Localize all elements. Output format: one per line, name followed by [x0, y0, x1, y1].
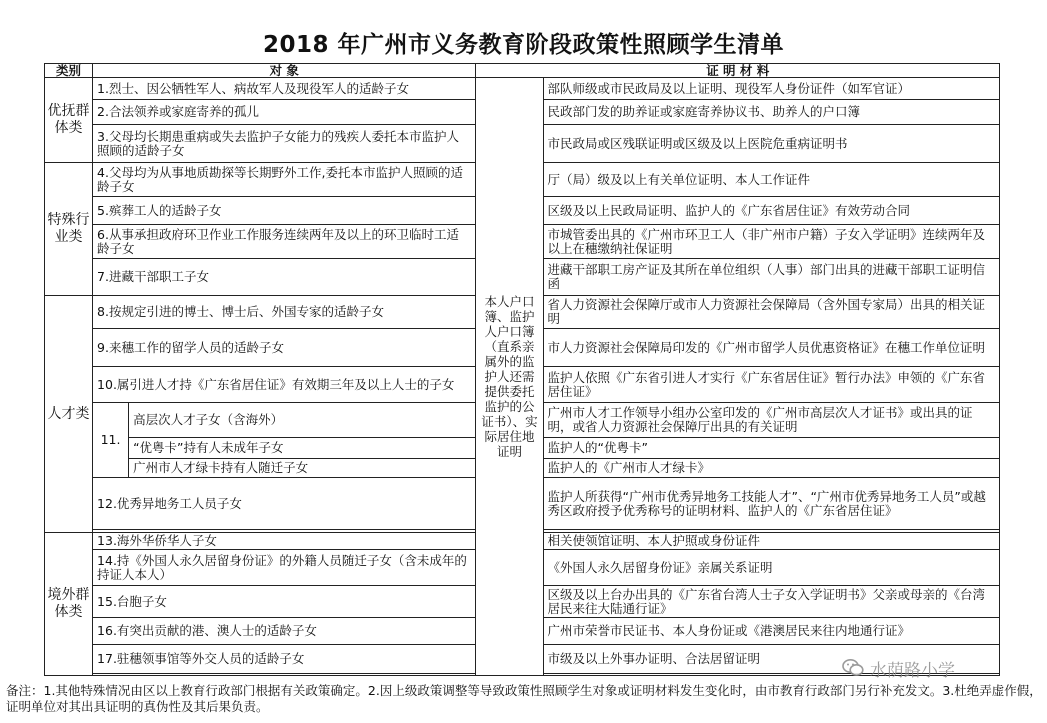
proof-cell: 市人力资源社会保障局印发的《广州市留学人员优惠资格证》在穗工作单位证明 — [543, 329, 1000, 367]
proof-cell: 监护人依照《广东省引进人才实行《广东省居住证》暂行办法》申领的《广东省居住证》 — [543, 367, 1000, 403]
target-cell: 1.烈士、因公牺牲军人、病故军人及现役军人的适龄子女 — [93, 78, 476, 100]
proof-cell: 省人力资源社会保障厅或市人力资源社会保障局（含外国专家局）出具的相关证明 — [543, 296, 1000, 329]
spacer-cell — [93, 674, 476, 676]
proof-cell: 市级及以上外事办证明、合法居留证明 — [543, 645, 1000, 674]
row-11-label: 11. — [93, 403, 129, 478]
proof-cell: 监护人的“优粤卡” — [543, 438, 1000, 459]
proof-cell: 监护人的《广州市人才绿卡》 — [543, 459, 1000, 478]
watermark — [842, 654, 1022, 682]
proof-cell: 部队师级或市民政局及以上证明、现役军人身份证件（如军官证） — [543, 78, 1000, 100]
header-target: 对 象 — [93, 64, 476, 78]
target-cell: 5.殡葬工人的适龄子女 — [93, 197, 476, 225]
target-cell: 16.有突出贡献的港、澳人士的适龄子女 — [93, 618, 476, 645]
header-row — [45, 64, 1000, 78]
target-cell: 15.台胞子女 — [93, 586, 476, 618]
target-cell: 8.按规定引进的博士、博士后、外国专家的适龄子女 — [93, 296, 476, 329]
target-cell: 广州市人才绿卡持有人随迁子女 — [129, 459, 476, 478]
common-proof-cell: 本人户口簿、监护人户口簿（直系亲属外的监护人还需提供委托监护的公证书）、实际居住地证明 — [476, 78, 543, 676]
proof-cell: 区级及以上民政局证明、监护人的《广东省居住证》有效劳动合同 — [543, 197, 1000, 225]
page-title: 2018 年广州市义务教育阶段政策性照顾学生清单 — [262, 32, 785, 58]
category-youfu: 优抚群体类 — [45, 78, 93, 163]
target-cell: 4.父母均为从事地质勘探等长期野外工作,委托本市监护人照顾的适龄子女 — [93, 163, 476, 197]
target-cell: 13.海外华侨华人子女 — [93, 533, 476, 550]
proof-cell: 民政部门发的助养证或家庭寄养协议书、助养人的户口簿 — [543, 100, 1000, 125]
proof-cell: 厅（局）级及以上有关单位证明、本人工作证件 — [543, 163, 1000, 197]
target-cell: 10.属引进人才持《广东省居住证》有效期三年及以上人士的子女 — [93, 367, 476, 403]
category-teshu: 特殊行业类 — [45, 163, 93, 296]
table-row — [45, 78, 1000, 100]
target-cell: 9.来穗工作的留学人员的适龄子女 — [93, 329, 476, 367]
footnote: 备注：1.其他特殊情况由区以上教育行政部门根据有关政策确定。2.因上级政策调整等导致政策性照顾学生对象或证明材料发生变化时，由市教育行政部门另行补充发文。3.杜绝弄虚作假，证明单位对其出具证明的真伪性及其后果负责。 — [6, 683, 1042, 714]
proof-cell: 区级及以上台办出具的《广东省台湾人士子女入学证明书》父亲或母亲的《台湾居民来往大陆通行证》 — [543, 586, 1000, 618]
target-cell: 7.进藏干部职工子女 — [93, 259, 476, 296]
policy-table — [44, 63, 1000, 676]
proof-cell: 监护人所获得“广州市优秀异地务工技能人才”、“广州市优秀异地务工人员”或越秀区政府授予优秀称号的证明材料、监护人的《广东省居住证》 — [543, 478, 1000, 530]
target-cell: 17.驻穗领事馆等外交人员的适龄子女 — [93, 645, 476, 674]
proof-cell: 市民政局或区残联证明或区级及以上医院危重病证明书 — [543, 125, 1000, 163]
proof-cell: 市城管委出具的《广州市环卫工人（非广州市户籍）子女入学证明》连续两年及以上在穗缴纳社保证明 — [543, 225, 1000, 259]
target-cell: 12.优秀异地务工人员子女 — [93, 478, 476, 530]
header-proof: 证 明 材 料 — [476, 64, 1000, 78]
proof-cell: 相关使领馆证明、本人护照或身份证件 — [543, 533, 1000, 550]
proof-cell: 进藏干部职工房产证及其所在单位组织（人事）部门出具的进藏干部职工证明信函 — [543, 259, 1000, 296]
header-category: 类别 — [45, 64, 93, 78]
watermark-text: 水荫路小学 — [870, 660, 955, 681]
proof-cell: 《外国人永久居留身份证》亲属关系证明 — [543, 550, 1000, 586]
target-cell: 14.持《外国人永久居留身份证》的外籍人员随迁子女（含未成年的持证人本人） — [93, 550, 476, 586]
proof-cell: 广州市人才工作领导小组办公室印发的《广州市高层次人才证书》或出具的证明，或省人力资源社会保障厅出具的有关证明 — [543, 403, 1000, 438]
wechat-icon — [842, 658, 864, 678]
target-cell: 3.父母均长期患重病或失去监护子女能力的残疾人委托本市监护人照顾的适龄子女 — [93, 125, 476, 163]
target-cell: 高层次人才子女（含海外） — [129, 403, 476, 438]
category-rencai: 人才类 — [45, 296, 93, 533]
target-cell: 2.合法领养或家庭寄养的孤儿 — [93, 100, 476, 125]
proof-cell: 广州市荣誉市民证书、本人身份证或《港澳居民来往内地通行证》 — [543, 618, 1000, 645]
category-jingwai: 境外群体类 — [45, 533, 93, 676]
target-cell: “优粤卡”持有人未成年子女 — [129, 438, 476, 459]
target-cell: 6.从事承担政府环卫作业工作服务连续两年及以上的环卫临时工适龄子女 — [93, 225, 476, 259]
